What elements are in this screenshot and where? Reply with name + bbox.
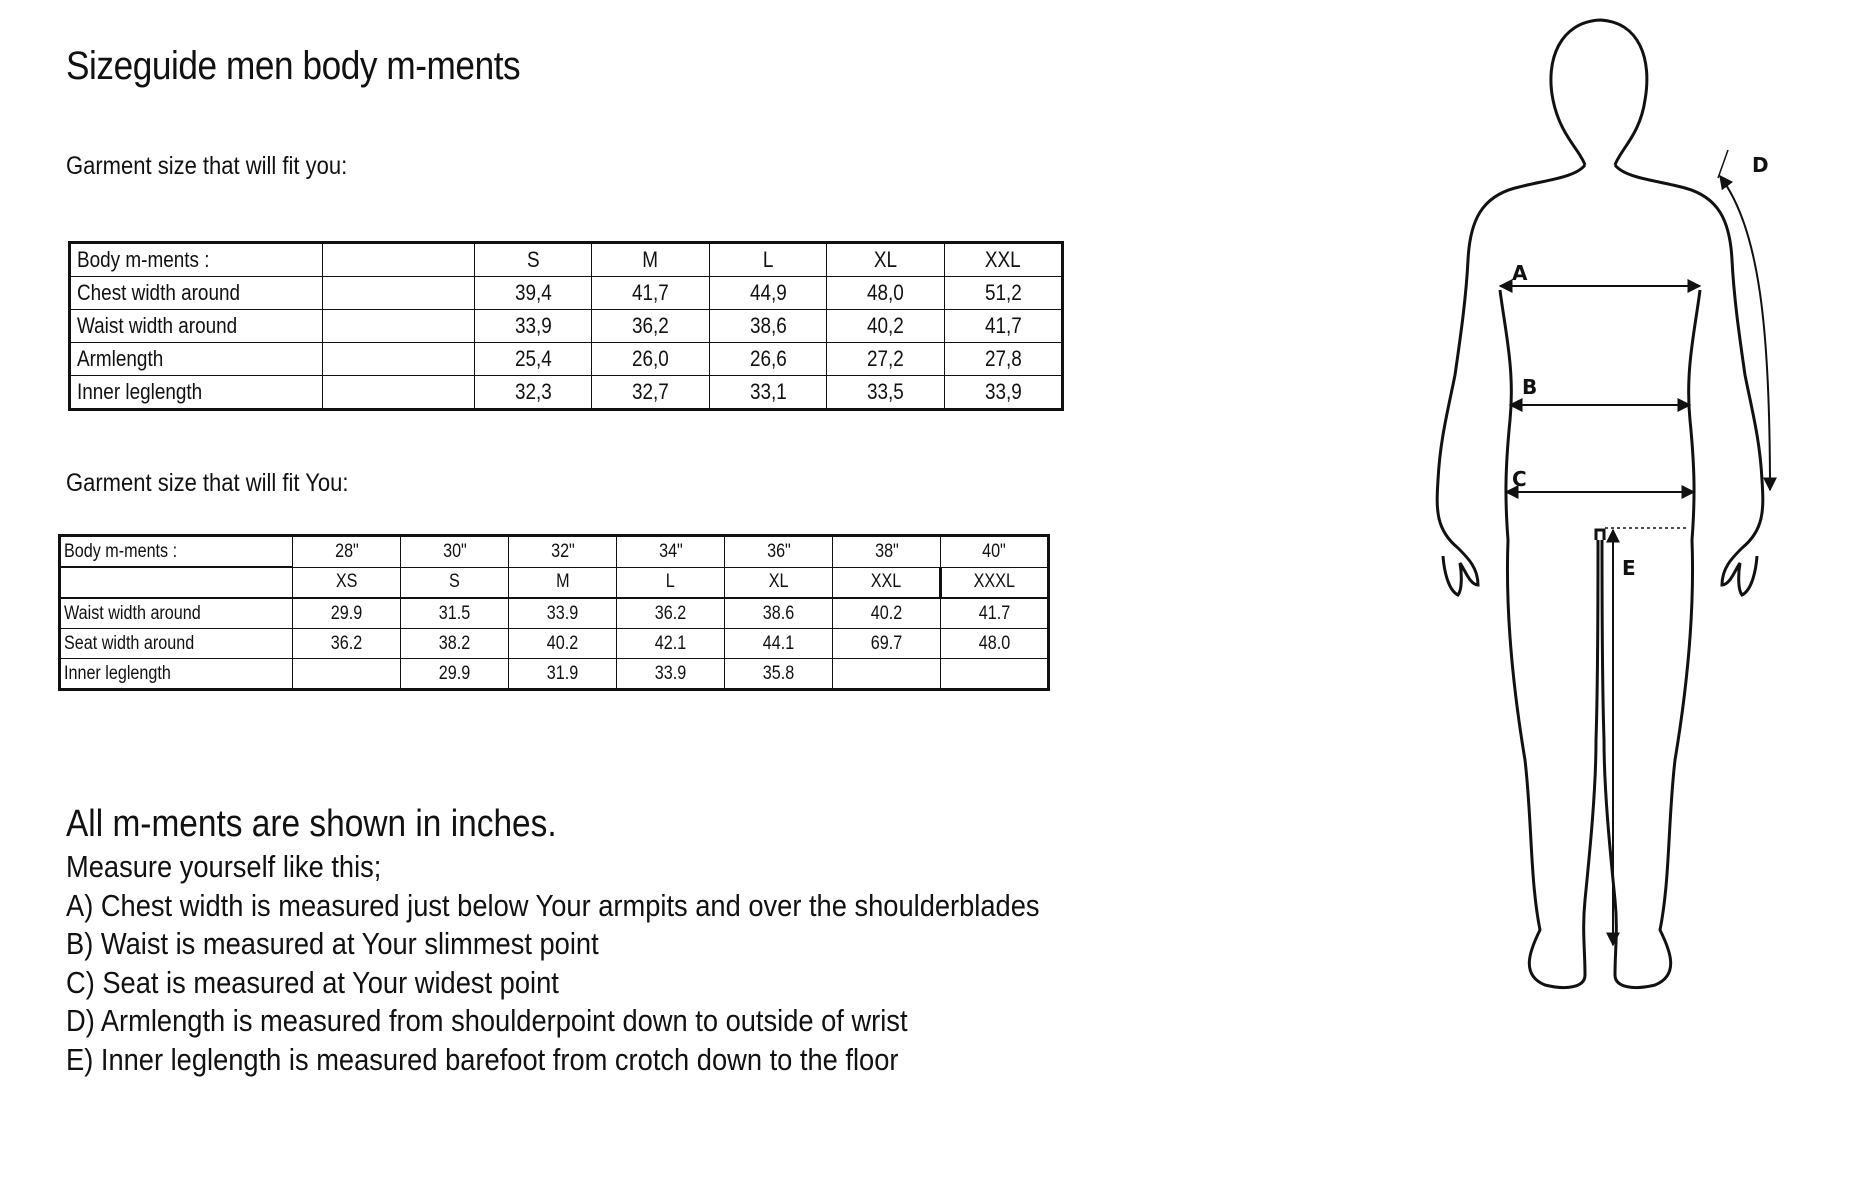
table-cell: 29.9 <box>401 659 509 690</box>
table-cell: 38.2 <box>401 629 509 659</box>
note-seat: C) Seat is measured at Your widest point <box>66 964 559 1000</box>
table-cell: 33,9 <box>475 310 592 343</box>
table-cell <box>323 343 475 376</box>
table1-caption: Garment size that will fit you: <box>66 152 348 180</box>
table-header-cell: XL <box>827 243 945 277</box>
table-cell: 40.2 <box>833 598 941 629</box>
table-cell: M <box>509 567 617 598</box>
table-header-cell: L <box>710 243 827 277</box>
table-header-cell: 32" <box>509 536 617 568</box>
size-table-waist <box>58 534 1050 691</box>
table-cell: 26,0 <box>592 343 710 376</box>
table-cell: 31.5 <box>401 598 509 629</box>
table-header-cell: 40" <box>941 536 1049 568</box>
table-cell: 36.2 <box>617 598 725 629</box>
table-header-cell: Body m-ments : <box>60 536 293 568</box>
table-cell: 41,7 <box>945 310 1063 343</box>
table-header-cell <box>323 243 475 277</box>
table-row <box>70 310 1063 343</box>
table-cell <box>941 659 1049 690</box>
table-cell: 38.6 <box>725 598 833 629</box>
table-cell: Inner leglength <box>70 376 323 410</box>
table-cell: 51,2 <box>945 277 1063 310</box>
notes-intro: Measure yourself like this; <box>66 849 382 884</box>
table-cell: XL <box>725 567 833 598</box>
table-cell: 33,9 <box>945 376 1063 410</box>
table-row <box>70 277 1063 310</box>
table-row <box>60 598 1049 629</box>
table2-caption: Garment size that will fit You: <box>66 469 349 497</box>
table-cell: 38,6 <box>710 310 827 343</box>
table-cell: 27,2 <box>827 343 945 376</box>
table-cell: 31.9 <box>509 659 617 690</box>
page-title: Sizeguide men body m-ments <box>66 44 521 88</box>
note-leglength: E) Inner leglength is measured barefoot from crotch down to the floor <box>66 1041 899 1077</box>
table-header-cell: 28" <box>293 536 401 568</box>
table-header-cell: M <box>592 243 710 277</box>
table-cell: 29.9 <box>293 598 401 629</box>
table-header-cell: S <box>475 243 592 277</box>
table-row <box>70 376 1063 410</box>
table-cell <box>833 659 941 690</box>
table-cell: 36,2 <box>592 310 710 343</box>
table-cell: Chest width around <box>70 277 323 310</box>
table-cell: 35.8 <box>725 659 833 690</box>
measurement-notes <box>66 800 1040 1079</box>
label-d: D <box>1752 153 1769 177</box>
table-cell: 48,0 <box>827 277 945 310</box>
arm-measure-line <box>1720 176 1770 490</box>
table-size-row <box>60 567 1049 598</box>
figure-head <box>1551 20 1647 165</box>
table-cell <box>60 567 293 598</box>
table-cell: 26,6 <box>710 343 827 376</box>
table-cell: Seat width around <box>60 629 293 659</box>
table-row <box>60 629 1049 659</box>
table-cell: 44,9 <box>710 277 827 310</box>
note-armlength: D) Armlength is measured from shoulderpoint down to outside of wrist <box>66 1003 908 1038</box>
table-header-cell: XXL <box>945 243 1063 277</box>
table-cell: 40.2 <box>509 629 617 659</box>
table-header-cell: 38" <box>833 536 941 568</box>
table-row <box>70 343 1063 376</box>
notes-heading: All m-ments are shown in inches. <box>66 803 557 845</box>
table-cell: 27,8 <box>945 343 1063 376</box>
table-cell: XXL <box>833 567 941 598</box>
table-cell: S <box>401 567 509 598</box>
note-chest: A) Chest width is measured just below Your armpits and over the shoulderblades <box>66 887 1040 923</box>
table-cell: Waist width around <box>70 310 323 343</box>
table-header-cell: 34" <box>617 536 725 568</box>
table-cell: 42.1 <box>617 629 725 659</box>
table-cell: 32,3 <box>475 376 592 410</box>
table-cell: 36.2 <box>293 629 401 659</box>
table-cell: 25,4 <box>475 343 592 376</box>
table-header-row <box>60 536 1049 568</box>
table-cell: XS <box>293 567 401 598</box>
label-c: C <box>1512 467 1527 491</box>
label-a: A <box>1512 261 1528 285</box>
table-cell <box>323 310 475 343</box>
table-cell <box>323 376 475 410</box>
table-header-cell: 30" <box>401 536 509 568</box>
body-measurement-diagram <box>1400 10 1820 1010</box>
table-cell: 40,2 <box>827 310 945 343</box>
table-cell: 32,7 <box>592 376 710 410</box>
table-cell: 41,7 <box>592 277 710 310</box>
note-waist: B) Waist is measured at Your slimmest point <box>66 926 599 961</box>
figure-crotch <box>1596 530 1604 540</box>
label-b: B <box>1522 375 1538 399</box>
table-cell: 48.0 <box>941 629 1049 659</box>
table-cell <box>323 277 475 310</box>
table-cell: 33,5 <box>827 376 945 410</box>
table-cell: 33,1 <box>710 376 827 410</box>
table-header-cell: 36" <box>725 536 833 568</box>
table-cell: 69.7 <box>833 629 941 659</box>
table-cell: 39,4 <box>475 277 592 310</box>
table-cell: Waist width around <box>60 598 293 629</box>
size-table-sml <box>68 241 1064 411</box>
arm-tick <box>1718 150 1728 178</box>
table-cell: Inner leglength <box>60 659 293 690</box>
table-cell: 41.7 <box>941 598 1049 629</box>
table-row <box>60 659 1049 690</box>
table-cell: XXXL <box>941 567 1049 598</box>
table-cell: 44.1 <box>725 629 833 659</box>
label-e: E <box>1622 556 1636 580</box>
table-cell <box>293 659 401 690</box>
table-cell: 33.9 <box>617 659 725 690</box>
table-cell: Armlength <box>70 343 323 376</box>
table-header-cell: Body m-ments : <box>70 243 323 277</box>
table-cell: 33.9 <box>509 598 617 629</box>
table-cell: L <box>617 567 725 598</box>
table-header-row <box>70 243 1063 277</box>
